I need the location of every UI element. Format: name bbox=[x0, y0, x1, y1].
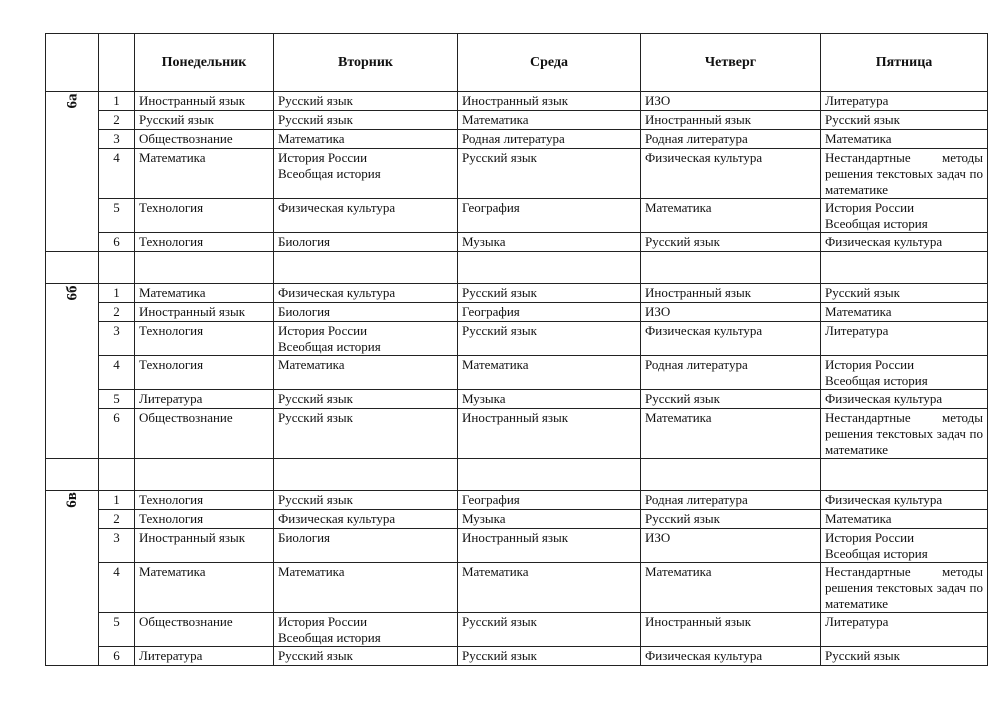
subject-name: Русский язык bbox=[645, 511, 720, 526]
lesson-cell bbox=[135, 303, 274, 322]
schedule-table bbox=[45, 33, 988, 666]
subject-name: Физическая культура bbox=[278, 285, 396, 300]
subject-name: Физическая культура bbox=[825, 234, 943, 249]
separator-cell bbox=[99, 252, 135, 284]
lesson-number: 1 bbox=[99, 491, 135, 510]
subject-name: Физическая культура bbox=[825, 391, 943, 406]
separator-cell bbox=[135, 459, 274, 491]
lesson-cell bbox=[135, 647, 274, 666]
subject-name: Родная литература bbox=[462, 131, 565, 146]
subject-name: Математика bbox=[139, 285, 206, 300]
header-day-friday: Пятница bbox=[821, 34, 988, 92]
lesson-cell bbox=[821, 390, 988, 409]
header-row bbox=[46, 34, 988, 92]
lesson-cell bbox=[135, 529, 274, 563]
class-label-cell bbox=[46, 284, 99, 459]
lesson-cell bbox=[274, 130, 458, 149]
lesson-row bbox=[46, 563, 988, 613]
subject-name: Русский язык bbox=[462, 614, 537, 629]
subject-name: Иностранный язык bbox=[645, 614, 752, 629]
subject-name: Русский язык bbox=[278, 492, 353, 507]
subject-name: Иностранный язык bbox=[139, 530, 246, 545]
lesson-cell bbox=[821, 149, 988, 199]
separator-cell bbox=[274, 252, 458, 284]
header-day-monday: Понедельник bbox=[135, 34, 274, 92]
lesson-cell bbox=[641, 563, 821, 613]
class-label: 6б bbox=[64, 285, 80, 301]
subject-name: Литература bbox=[139, 391, 203, 406]
subject-name: Физическая культура bbox=[278, 200, 396, 215]
subject-name: Родная литература bbox=[645, 492, 748, 507]
header-number-cell bbox=[99, 34, 135, 92]
header-day-tuesday: Вторник bbox=[274, 34, 458, 92]
subject-name: История России bbox=[825, 200, 915, 215]
lesson-cell bbox=[135, 510, 274, 529]
lesson-number: 2 bbox=[99, 303, 135, 322]
lesson-cell bbox=[821, 529, 988, 563]
lesson-cell bbox=[135, 284, 274, 303]
separator-cell bbox=[135, 252, 274, 284]
lesson-cell bbox=[821, 510, 988, 529]
separator-cell bbox=[641, 252, 821, 284]
lesson-cell bbox=[641, 199, 821, 233]
subject-name: Иностранный язык bbox=[139, 304, 246, 319]
subject-name: Обществознание bbox=[139, 131, 233, 146]
lesson-number: 2 bbox=[99, 111, 135, 130]
lesson-cell bbox=[641, 130, 821, 149]
subject-name: Технология bbox=[139, 511, 204, 526]
subject-name: История России bbox=[278, 323, 368, 338]
subject-name: Математика bbox=[278, 564, 345, 579]
subject-name: Русский язык bbox=[278, 648, 353, 663]
lesson-cell bbox=[641, 510, 821, 529]
lesson-cell bbox=[135, 356, 274, 390]
lesson-row bbox=[46, 233, 988, 252]
lesson-cell bbox=[458, 284, 641, 303]
subject-name: Иностранный язык bbox=[139, 93, 246, 108]
lesson-cell bbox=[458, 510, 641, 529]
lesson-cell bbox=[641, 322, 821, 356]
lesson-cell bbox=[821, 233, 988, 252]
subject-name: Математика bbox=[278, 357, 345, 372]
lesson-number: 2 bbox=[99, 510, 135, 529]
subject-name: География bbox=[462, 492, 520, 507]
lesson-cell bbox=[274, 303, 458, 322]
lesson-cell bbox=[641, 303, 821, 322]
lesson-cell bbox=[135, 613, 274, 647]
lesson-row bbox=[46, 199, 988, 233]
lesson-cell bbox=[135, 92, 274, 111]
subject-name: Иностранный язык bbox=[645, 112, 752, 127]
lesson-cell bbox=[274, 647, 458, 666]
lesson-cell bbox=[641, 356, 821, 390]
lesson-cell bbox=[274, 529, 458, 563]
subject-name: Математика bbox=[278, 131, 345, 146]
subject-name: География bbox=[462, 304, 520, 319]
subject-name: История России bbox=[278, 150, 368, 165]
lesson-cell bbox=[135, 563, 274, 613]
header-day-thursday: Четверг bbox=[641, 34, 821, 92]
lesson-cell bbox=[458, 322, 641, 356]
subject-name: Математика bbox=[462, 564, 529, 579]
lesson-cell bbox=[274, 491, 458, 510]
subject-name: Русский язык bbox=[825, 112, 900, 127]
lesson-number: 5 bbox=[99, 390, 135, 409]
lesson-cell bbox=[135, 322, 274, 356]
lesson-cell bbox=[274, 510, 458, 529]
subject-name: Русский язык bbox=[139, 112, 214, 127]
lesson-cell bbox=[641, 111, 821, 130]
subject-name: Всеобщая история bbox=[278, 339, 381, 354]
lesson-number: 4 bbox=[99, 356, 135, 390]
lesson-cell bbox=[458, 303, 641, 322]
lesson-cell bbox=[274, 149, 458, 199]
subject-name: Математика bbox=[139, 564, 206, 579]
subject-name: Нестандартные методы решения текстовых задач по математике bbox=[825, 564, 983, 611]
lesson-cell bbox=[135, 233, 274, 252]
lesson-cell bbox=[458, 92, 641, 111]
lesson-cell bbox=[821, 356, 988, 390]
lesson-cell bbox=[135, 111, 274, 130]
subject-name: Русский язык bbox=[825, 285, 900, 300]
subject-name: Технология bbox=[139, 492, 204, 507]
lesson-row bbox=[46, 409, 988, 459]
subject-name: Русский язык bbox=[462, 285, 537, 300]
lesson-cell bbox=[821, 322, 988, 356]
subject-name: ИЗО bbox=[645, 304, 671, 319]
lesson-number: 3 bbox=[99, 529, 135, 563]
subject-name: Нестандартные методы решения текстовых задач по математике bbox=[825, 150, 983, 197]
lesson-cell bbox=[458, 491, 641, 510]
subject-name: Математика bbox=[645, 200, 712, 215]
subject-name: Физическая культура bbox=[278, 511, 396, 526]
lesson-row bbox=[46, 303, 988, 322]
lesson-cell bbox=[641, 613, 821, 647]
subject-name: Литература bbox=[825, 614, 889, 629]
lesson-number: 5 bbox=[99, 613, 135, 647]
subject-name: История России bbox=[278, 614, 368, 629]
subject-name: Математика bbox=[645, 410, 712, 425]
subject-name: Русский язык bbox=[278, 112, 353, 127]
lesson-cell bbox=[821, 491, 988, 510]
subject-name: География bbox=[462, 200, 520, 215]
subject-name: Математика bbox=[825, 131, 892, 146]
subject-name: Русский язык bbox=[825, 648, 900, 663]
subject-name: Биология bbox=[278, 304, 331, 319]
lesson-cell bbox=[458, 199, 641, 233]
lesson-cell bbox=[458, 149, 641, 199]
separator-row bbox=[46, 252, 988, 284]
lesson-row bbox=[46, 130, 988, 149]
subject-name: Русский язык bbox=[462, 323, 537, 338]
lesson-row bbox=[46, 390, 988, 409]
lesson-cell bbox=[641, 647, 821, 666]
subject-name: Русский язык bbox=[278, 93, 353, 108]
subject-name: Всеобщая история bbox=[278, 630, 381, 645]
separator-cell bbox=[99, 459, 135, 491]
lesson-number: 3 bbox=[99, 130, 135, 149]
lesson-row bbox=[46, 510, 988, 529]
class-label: 6в bbox=[63, 492, 80, 508]
lesson-number: 6 bbox=[99, 647, 135, 666]
lesson-cell bbox=[458, 529, 641, 563]
lesson-cell bbox=[821, 111, 988, 130]
subject-name: Биология bbox=[278, 530, 331, 545]
lesson-cell bbox=[274, 111, 458, 130]
class-label: 6а bbox=[64, 93, 80, 109]
subject-name: Физическая культура bbox=[645, 150, 763, 165]
subject-name: Технология bbox=[139, 200, 204, 215]
lesson-cell bbox=[274, 199, 458, 233]
subject-name: ИЗО bbox=[645, 530, 671, 545]
subject-name: Русский язык bbox=[645, 391, 720, 406]
lesson-row bbox=[46, 322, 988, 356]
lesson-cell bbox=[135, 149, 274, 199]
lesson-row bbox=[46, 529, 988, 563]
lesson-number: 6 bbox=[99, 233, 135, 252]
lesson-cell bbox=[458, 563, 641, 613]
lesson-cell bbox=[135, 491, 274, 510]
lesson-number: 6 bbox=[99, 409, 135, 459]
lesson-cell bbox=[821, 92, 988, 111]
lesson-cell bbox=[274, 613, 458, 647]
lesson-cell bbox=[641, 284, 821, 303]
lesson-cell bbox=[641, 409, 821, 459]
separator-row bbox=[46, 459, 988, 491]
subject-name: Иностранный язык bbox=[462, 93, 569, 108]
lesson-cell bbox=[821, 199, 988, 233]
lesson-cell bbox=[821, 409, 988, 459]
subject-name: Физическая культура bbox=[645, 648, 763, 663]
lesson-cell bbox=[458, 409, 641, 459]
subject-name: Технология bbox=[139, 357, 204, 372]
lesson-cell bbox=[274, 322, 458, 356]
lesson-cell bbox=[458, 130, 641, 149]
lesson-cell bbox=[274, 390, 458, 409]
header-day-wednesday: Среда bbox=[458, 34, 641, 92]
separator-cell bbox=[46, 252, 99, 284]
lesson-number: 1 bbox=[99, 92, 135, 111]
lesson-cell bbox=[274, 233, 458, 252]
lesson-row bbox=[46, 92, 988, 111]
lesson-row bbox=[46, 149, 988, 199]
lesson-number: 3 bbox=[99, 322, 135, 356]
lesson-cell bbox=[458, 111, 641, 130]
subject-name: Обществознание bbox=[139, 410, 233, 425]
subject-name: Физическая культура bbox=[645, 323, 763, 338]
separator-cell bbox=[641, 459, 821, 491]
lesson-cell bbox=[641, 529, 821, 563]
lesson-cell bbox=[821, 563, 988, 613]
lesson-cell bbox=[135, 199, 274, 233]
separator-cell bbox=[458, 459, 641, 491]
subject-name: Иностранный язык bbox=[645, 285, 752, 300]
class-label-cell bbox=[46, 491, 99, 666]
subject-name: ИЗО bbox=[645, 93, 671, 108]
lesson-cell bbox=[274, 92, 458, 111]
subject-name: Музыка bbox=[462, 391, 506, 406]
separator-cell bbox=[821, 252, 988, 284]
subject-name: Литература bbox=[139, 648, 203, 663]
lesson-cell bbox=[135, 130, 274, 149]
lesson-cell bbox=[641, 92, 821, 111]
subject-name: История России bbox=[825, 357, 915, 372]
subject-name: Математика bbox=[462, 357, 529, 372]
subject-name: Нестандартные методы решения текстовых задач по математике bbox=[825, 410, 983, 457]
lesson-cell bbox=[821, 647, 988, 666]
subject-name: Литература bbox=[825, 323, 889, 338]
lesson-cell bbox=[641, 390, 821, 409]
subject-name: Русский язык bbox=[462, 648, 537, 663]
subject-name: Математика bbox=[825, 511, 892, 526]
lesson-number: 5 bbox=[99, 199, 135, 233]
lesson-cell bbox=[274, 409, 458, 459]
lesson-cell bbox=[274, 284, 458, 303]
subject-name: Русский язык bbox=[278, 391, 353, 406]
subject-name: Музыка bbox=[462, 234, 506, 249]
lesson-row bbox=[46, 491, 988, 510]
class-label-cell bbox=[46, 92, 99, 252]
subject-name: Русский язык bbox=[462, 150, 537, 165]
subject-name: Русский язык bbox=[645, 234, 720, 249]
lesson-number: 4 bbox=[99, 149, 135, 199]
subject-name: Всеобщая история bbox=[825, 546, 928, 561]
subject-name: Математика bbox=[645, 564, 712, 579]
lesson-row bbox=[46, 284, 988, 303]
separator-cell bbox=[46, 459, 99, 491]
subject-name: Технология bbox=[139, 234, 204, 249]
subject-name: Математика bbox=[462, 112, 529, 127]
lesson-cell bbox=[458, 390, 641, 409]
lesson-cell bbox=[641, 149, 821, 199]
subject-name: Обществознание bbox=[139, 614, 233, 629]
subject-name: Иностранный язык bbox=[462, 530, 569, 545]
lesson-number: 4 bbox=[99, 563, 135, 613]
separator-cell bbox=[274, 459, 458, 491]
subject-name: Математика bbox=[825, 304, 892, 319]
lesson-row bbox=[46, 356, 988, 390]
separator-cell bbox=[821, 459, 988, 491]
subject-name: Всеобщая история bbox=[825, 373, 928, 388]
subject-name: Родная литература bbox=[645, 357, 748, 372]
lesson-cell bbox=[458, 613, 641, 647]
subject-name: Биология bbox=[278, 234, 331, 249]
lesson-cell bbox=[458, 647, 641, 666]
subject-name: Литература bbox=[825, 93, 889, 108]
lesson-cell bbox=[641, 233, 821, 252]
lesson-cell bbox=[821, 303, 988, 322]
lesson-cell bbox=[458, 233, 641, 252]
lesson-cell bbox=[135, 409, 274, 459]
lesson-cell bbox=[641, 491, 821, 510]
separator-cell bbox=[458, 252, 641, 284]
subject-name: Физическая культура bbox=[825, 492, 943, 507]
subject-name: История России bbox=[825, 530, 915, 545]
subject-name: Математика bbox=[139, 150, 206, 165]
header-corner bbox=[46, 34, 99, 92]
subject-name: Всеобщая история bbox=[825, 216, 928, 231]
subject-name: Русский язык bbox=[278, 410, 353, 425]
lesson-cell bbox=[274, 563, 458, 613]
lesson-cell bbox=[135, 390, 274, 409]
subject-name: Музыка bbox=[462, 511, 506, 526]
lesson-cell bbox=[821, 613, 988, 647]
lesson-cell bbox=[274, 356, 458, 390]
subject-name: Всеобщая история bbox=[278, 166, 381, 181]
subject-name: Иностранный язык bbox=[462, 410, 569, 425]
lesson-cell bbox=[821, 284, 988, 303]
subject-name: Родная литература bbox=[645, 131, 748, 146]
lesson-row bbox=[46, 647, 988, 666]
lesson-cell bbox=[821, 130, 988, 149]
lesson-number: 1 bbox=[99, 284, 135, 303]
lesson-row bbox=[46, 613, 988, 647]
lesson-row bbox=[46, 111, 988, 130]
subject-name: Технология bbox=[139, 323, 204, 338]
lesson-cell bbox=[458, 356, 641, 390]
schedule-body bbox=[46, 34, 988, 666]
